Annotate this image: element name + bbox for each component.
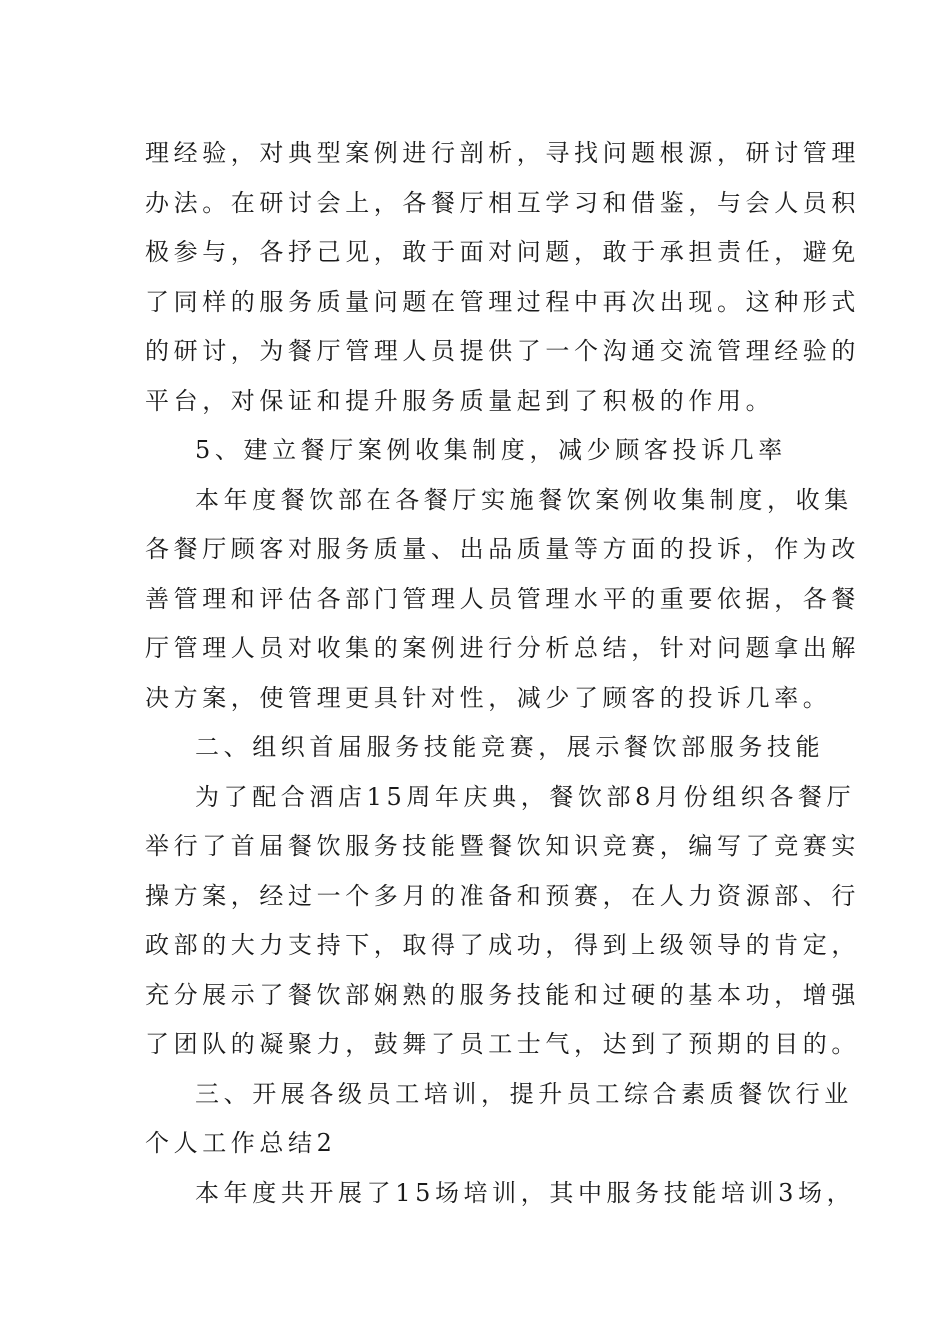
text-line: 的研讨，为餐厅管理人员提供了一个沟通交流管理经验的 <box>145 337 860 365</box>
text-line: 本年度共开展了15场培训，其中服务技能培训3场， <box>195 1178 856 1207</box>
text-line: 为了配合酒店15周年庆典，餐饮部8月份组织各餐厅 <box>195 782 856 811</box>
text-line: 各餐厅顾客对服务质量、出品质量等方面的投诉，作为改 <box>145 535 860 563</box>
text-line: 善管理和评估各部门管理人员管理水平的重要依据，各餐 <box>145 584 860 613</box>
text-line: 了同样的服务质量问题在管理过程中再次出现。这种形式 <box>145 287 860 316</box>
text-line: 理经验，对典型案例进行剖析，寻找问题根源，研讨管理 <box>145 139 860 167</box>
section-heading: 5、建立餐厅案例收集制度，减少顾客投诉几率 <box>195 436 787 464</box>
text-line: 办法。在研讨会上，各餐厅相互学习和借鉴，与会人员积 <box>145 188 860 217</box>
text-line: 决方案，使管理更具针对性，减少了顾客的投诉几率。 <box>145 683 832 712</box>
text-line: 本年度餐饮部在各餐厅实施餐饮案例收集制度，收集 <box>195 485 853 514</box>
text-line: 操方案，经过一个多月的准备和预赛，在人力资源部、行 <box>145 881 860 910</box>
text-line: 举行了首届餐饮服务技能暨餐饮知识竞赛，编写了竞赛实 <box>145 832 860 860</box>
document-body <box>145 129 860 1218</box>
text-line: 个人工作总结2 <box>145 1129 337 1157</box>
text-line: 平台，对保证和提升服务质量起到了积极的作用。 <box>145 386 775 415</box>
text-line: 了团队的凝聚力，鼓舞了员工士气，达到了预期的目的。 <box>145 1030 860 1058</box>
text-line: 厅管理人员对收集的案例进行分析总结，针对问题拿出解 <box>145 634 860 662</box>
text-line: 充分展示了餐饮部娴熟的服务技能和过硬的基本功，增强 <box>145 980 860 1009</box>
text-line: 极参与，各抒己见，敢于面对问题，敢于承担责任，避免 <box>145 238 860 266</box>
section-heading: 二、组织首届服务技能竞赛，展示餐饮部服务技能 <box>195 733 825 761</box>
section-heading: 三、开展各级员工培训，提升员工综合素质餐饮行业 <box>195 1079 853 1108</box>
text-line: 政部的大力支持下，取得了成功，得到上级领导的肯定， <box>145 931 860 959</box>
